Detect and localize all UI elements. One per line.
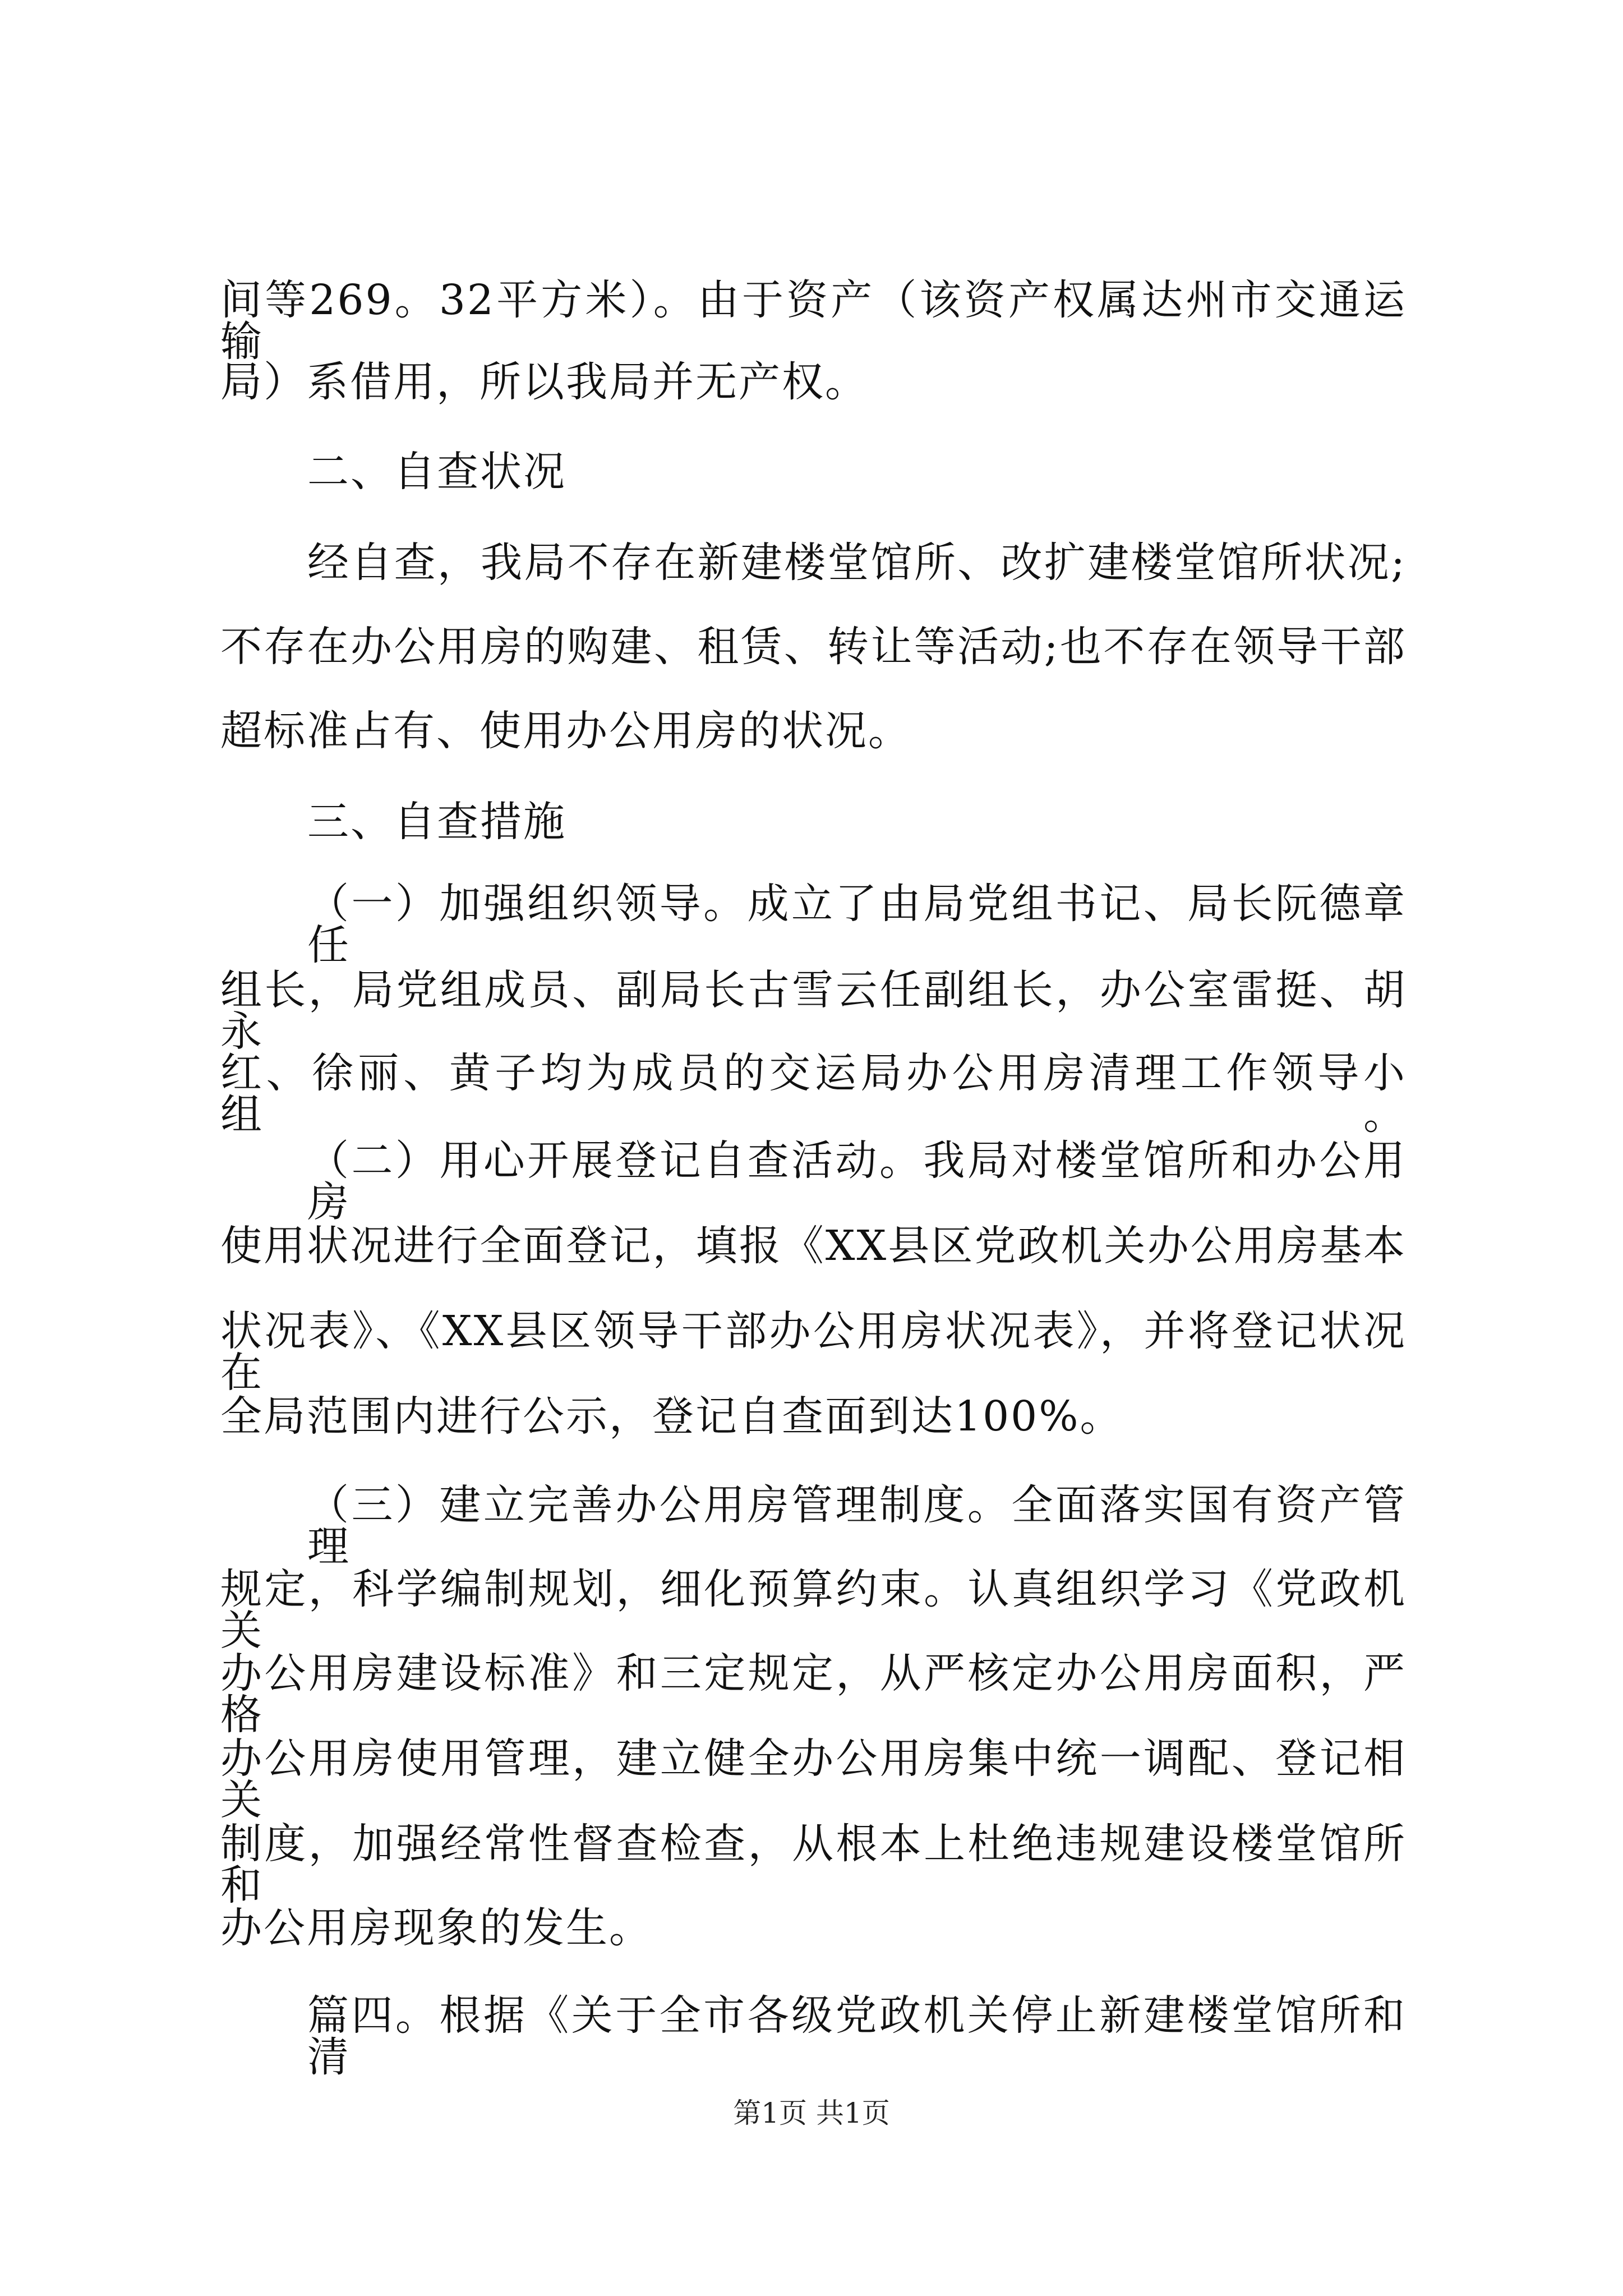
text-line: 不存在办公用房的购建、租赁、转让等活动;也不存在领导干部 bbox=[220, 623, 1407, 671]
text-line: （二）用心开展登记自查活动。我局对楼堂馆所和办公用房 bbox=[307, 1137, 1407, 1226]
text-line: 办公用房建设标准》和三定规定，从严核定办公用房面积，严格 bbox=[220, 1649, 1407, 1739]
text-line: 全局范围内进行公示，登记自查面到达100%。 bbox=[220, 1392, 1123, 1441]
text-line: 办公用房现象的发生。 bbox=[220, 1904, 652, 1952]
text-line: 红、徐丽、黄子均为成员的交运局办公用房清理工作领导小组。 bbox=[220, 1049, 1407, 1139]
text-line: （一）加强组织领导。成立了由局党组书记、局长阮德章任 bbox=[307, 880, 1407, 969]
section-heading: 三、自查措施 bbox=[307, 798, 566, 846]
text-line: 使用状况进行全面登记，填报《XX县区党政机关办公用房基本 bbox=[220, 1222, 1407, 1270]
text-line: 组长，局党组成员、副局长古雪云任副组长，办公室雷挺、胡永 bbox=[220, 966, 1407, 1056]
text-line: 办公用房使用管理，建立健全办公用房集中统一调配、登记相关 bbox=[220, 1734, 1407, 1824]
text-line: 篇四。根据《关于全市各级党政机关停止新建楼堂馆所和清 bbox=[307, 1991, 1407, 2081]
text-line: 经自查，我局不存在新建楼堂馆所、改扩建楼堂馆所状况; bbox=[307, 539, 1407, 587]
text-line: 规定，科学编制规划，细化预算约束。认真组织学习《党政机关 bbox=[220, 1565, 1407, 1655]
text-line: 局）系借用，所以我局并无产权。 bbox=[220, 358, 868, 406]
text-line: 超标准占有、使用办公用房的状况。 bbox=[220, 707, 911, 755]
text-line: 制度，加强经常性督查检查，从根本上杜绝违规建设楼堂馆所和 bbox=[220, 1820, 1407, 1910]
page-number-footer: 第1页 共1页 bbox=[733, 2097, 890, 2129]
text-line: （三）建立完善办公用房管理制度。全面落实国有资产管理 bbox=[307, 1481, 1407, 1571]
text-line: 间等269。32平方米）。由于资产（该资产权属达州市交通运输 bbox=[220, 276, 1407, 366]
text-line: 状况表》、《XX县区领导干部办公用房状况表》，并将登记状况在 bbox=[220, 1307, 1407, 1397]
section-heading: 二、自查状况 bbox=[307, 448, 566, 496]
